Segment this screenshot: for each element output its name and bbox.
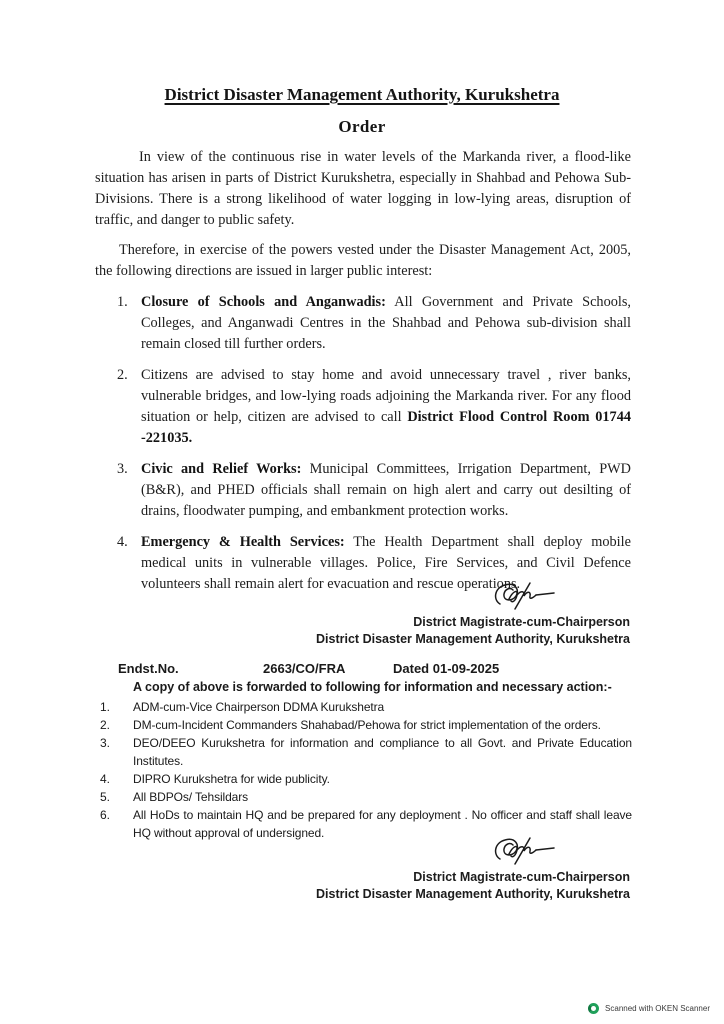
- directions-list: [117, 292, 631, 605]
- signature-scribble-icon: [490, 581, 558, 611]
- forward-note: A copy of above is forwarded to following for information and necessary action:-: [133, 680, 612, 694]
- endorsement-header-row: [0, 661, 724, 679]
- endst-label: Endst.No.: [118, 661, 179, 676]
- endorsement-item-4: [100, 770, 632, 788]
- oken-scanner-icon: [588, 1003, 599, 1014]
- endorsement-number: 4.: [100, 772, 110, 786]
- endorsement-text: DEO/DEEO Kurukshetra for information and compliance to all Govt. and Private Education Institutes.: [133, 736, 632, 768]
- signatory-organization: District Disaster Management Authority, Kurukshetra: [316, 887, 630, 901]
- endorsement-item-2: [100, 716, 632, 734]
- direction-body: The Health Department shall deploy mobile medical units in vulnerable villages. Police, Fire Services, and Civil Defence volunteers shall remain alert for evacuation and rescue operations.: [141, 534, 631, 592]
- direction-lead-bold: Closure of Schools and Anganwadis:: [141, 294, 386, 310]
- direction-text: [141, 459, 631, 522]
- oken-scanner-label: Scanned with OKEN Scanner: [605, 1004, 710, 1013]
- document-title: District Disaster Management Authority, Kurukshetra: [164, 85, 560, 104]
- endorsement-number: 5.: [100, 790, 110, 804]
- signature-scribble-icon: [490, 836, 558, 866]
- endorsement-text: ADM-cum-Vice Chairperson DDMA Kurukshetra: [133, 700, 385, 714]
- direction-item-3: [117, 459, 631, 522]
- signature-block-1: [250, 581, 630, 648]
- signatory-organization: District Disaster Management Authority, Kurukshetra: [316, 632, 630, 646]
- direction-text: [141, 365, 631, 449]
- endorsement-number: 3.: [100, 736, 110, 750]
- order-heading: Order: [338, 117, 386, 136]
- direction-number: 3.: [117, 461, 128, 477]
- direction-item-2: [117, 365, 631, 449]
- signatory-designation: District Magistrate-cum-Chairperson: [413, 615, 630, 629]
- signatory-designation: District Magistrate-cum-Chairperson: [413, 870, 630, 884]
- signature-block-2: [250, 836, 630, 903]
- endst-date: Dated 01-09-2025: [393, 661, 500, 676]
- endorsement-number: 6.: [100, 808, 110, 822]
- endorsement-item-3: [100, 734, 632, 770]
- direction-lead-bold: Emergency & Health Services:: [141, 534, 345, 550]
- endorsement-number: 1.: [100, 700, 110, 714]
- endorsement-text: DIPRO Kurukshetra for wide publicity.: [133, 772, 330, 786]
- endorsement-text: All BDPOs/ Tehsildars: [133, 790, 249, 804]
- intro-paragraph: In view of the continuous rise in water levels of the Markanda river, a flood-like situation has arisen in parts of District Kurukshetra, especially in Shahbad and Pehowa Sub-Divisions. There is a strong likelihood of water logging in low-lying areas, disruption of traffic, and danger to public safety.: [95, 149, 631, 228]
- endorsement-text: DM-cum-Incident Commanders Shahabad/Pehowa for strict implementation of the orders.: [133, 718, 601, 732]
- direction-item-1: [117, 292, 631, 355]
- endorsement-list: [100, 698, 632, 842]
- endorsement-text: All HoDs to maintain HQ and be prepared for any deployment . No officer and staff shall leave HQ without approval of undersigned.: [133, 808, 632, 840]
- direction-tail-bold: District Flood Control Room 01744 -221035.: [141, 409, 631, 446]
- direction-body: Municipal Committees, Irrigation Department, PWD (B&R), and PHED officials shall remain on high alert and carry out desilting of drains, floodwater pumping, and embankment protection works.: [141, 461, 631, 519]
- direction-body: All Government and Private Schools, Colleges, and Anganwadi Centres in the Shahbad and Pehowa sub-division shall remain closed till further orders.: [141, 294, 631, 352]
- direction-text: [141, 292, 631, 355]
- endorsement-item-1: [100, 698, 632, 716]
- endorsement-item-5: [100, 788, 632, 806]
- endst-number: 2663/CO/FRA: [263, 661, 346, 676]
- oken-scanner-badge: [588, 1003, 710, 1014]
- direction-number: 4.: [117, 534, 128, 550]
- direction-body: Citizens are advised to stay home and avoid unnecessary travel , river banks, vulnerable bridges, and low-lying roads adjoining the Markanda river. For any flood situation or help, citizen are advised to call: [141, 367, 631, 425]
- powers-paragraph: Therefore, in exercise of the powers vested under the Disaster Management Act, 2005, the following directions are issued in larger public interest:: [95, 242, 631, 279]
- endorsement-number: 2.: [100, 718, 110, 732]
- direction-lead-bold: Civic and Relief Works:: [141, 461, 302, 477]
- direction-number: 2.: [117, 367, 128, 383]
- direction-number: 1.: [117, 294, 128, 310]
